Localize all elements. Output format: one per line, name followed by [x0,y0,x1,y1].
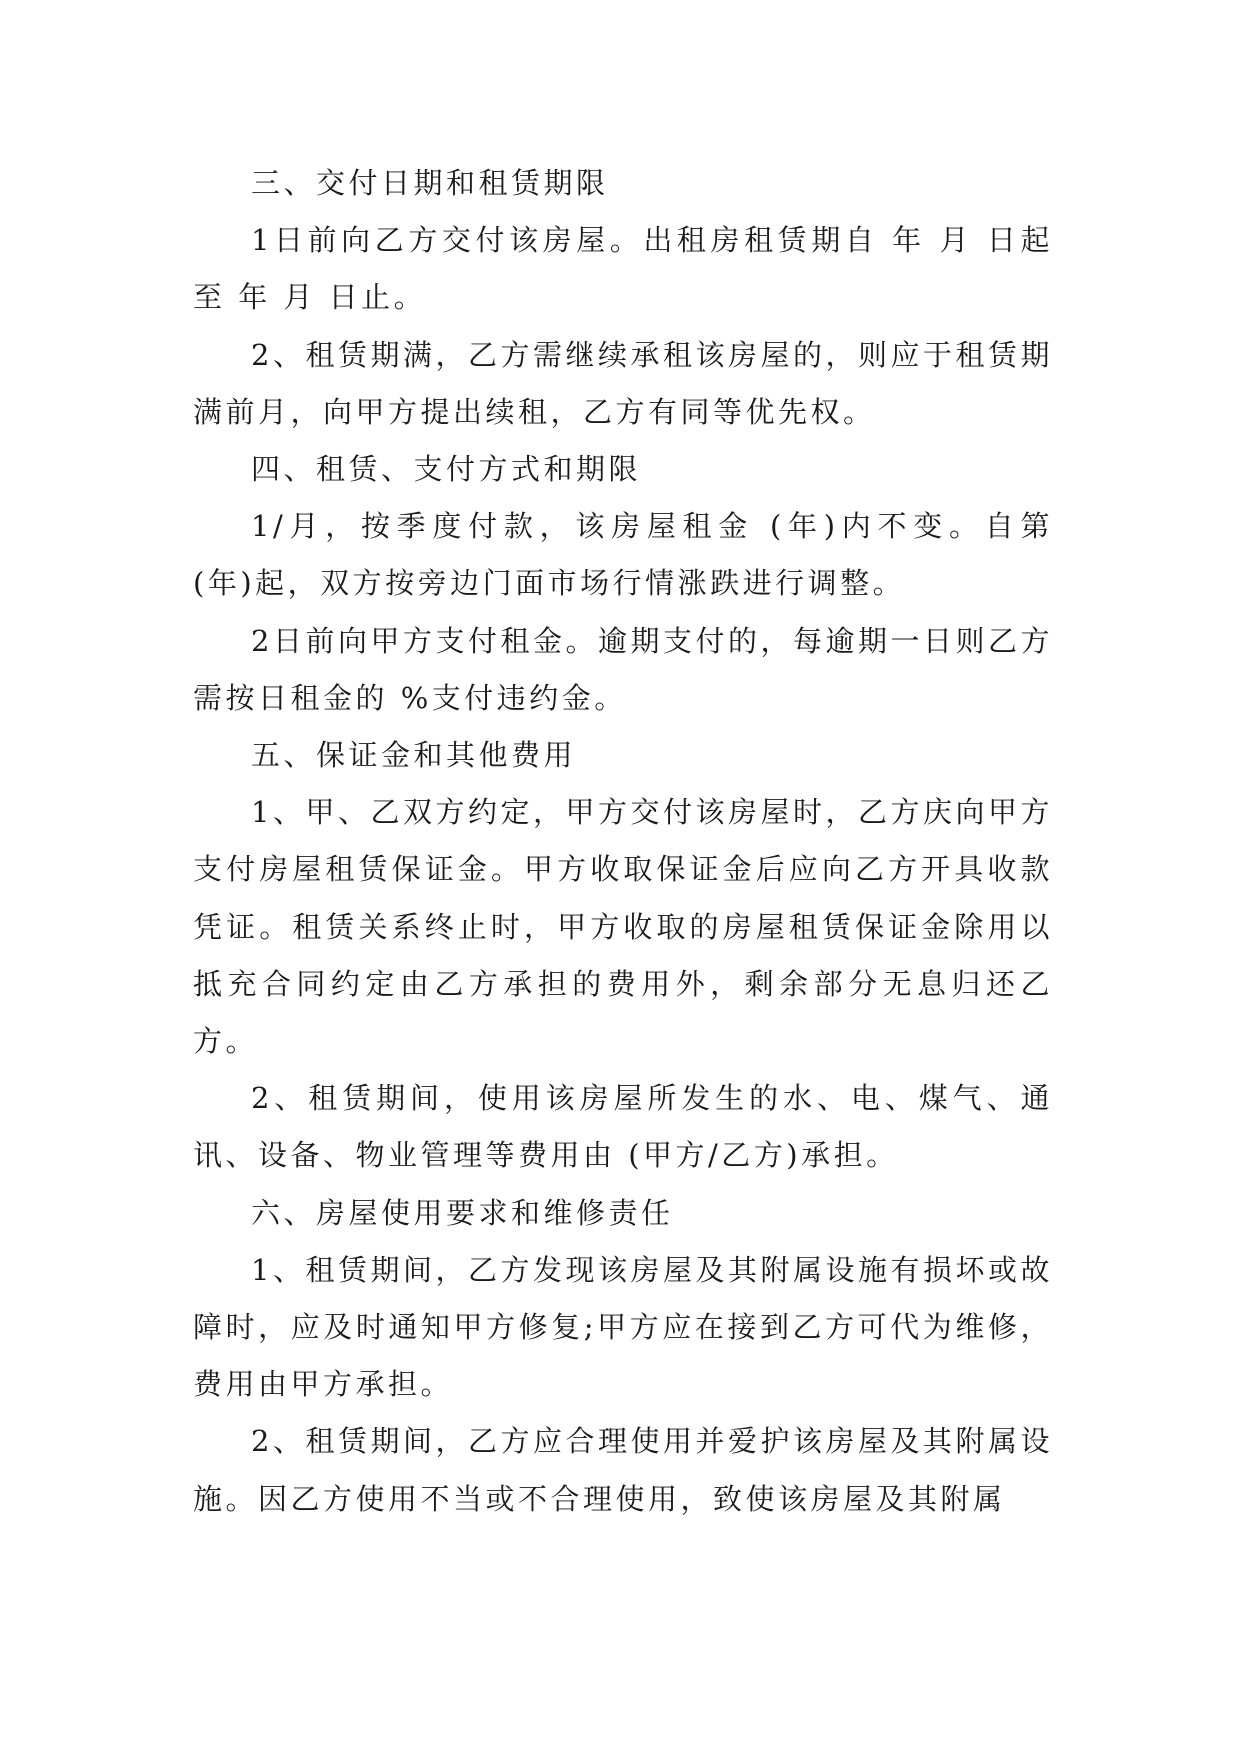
paragraph: 2、租赁期间，使用该房屋所发生的水、电、煤气、通讯、设备、物业管理等费用由 (甲方/乙方)承担。 [193,1081,1053,1173]
section-heading-payment: 四、租赁、支付方式和期限 [251,452,642,487]
section-heading-maintenance: 六、房屋使用要求和维修责任 [251,1195,674,1230]
paragraph: 1、甲、乙双方约定，甲方交付该房屋时，乙方庆向甲方支付房屋租赁保证金。甲方收取保证金后应向乙方开具收款凭证。租赁关系终止时，甲方收取的房屋租赁保证金除用以抵充合同约定由乙方承担的费用外，剩余部分无息归还乙方。 [193,795,1053,1059]
paragraph: 2日前向甲方支付租金。逾期支付的，每逾期一日则乙方需按日租金的 %支付违约金。 [193,623,1053,715]
section-heading-delivery: 三、交付日期和租赁期限 [251,166,609,200]
paragraph: 1/月，按季度付款，该房屋租金 (年)内不变。自第 (年)起，双方按旁边门面市场行情涨跌进行调整。 [193,509,1053,601]
section-heading-deposit: 五、保证金和其他费用 [251,738,577,773]
paragraph: 1、租赁期间，乙方发现该房屋及其附属设施有损坏或故障时，应及时通知甲方修复;甲方应在接到乙方可代为维修，费用由甲方承担。 [193,1252,1053,1402]
paragraph: 1日前向乙方交付该房屋。出租房租赁期自 年 月 日起至 年 月 日止。 [193,223,1053,315]
document-body [193,155,1053,1528]
paragraph: 2、租赁期间，乙方应合理使用并爱护该房屋及其附属设施。因乙方使用不当或不合理使用，致使该房屋及其附属 [193,1424,1053,1516]
paragraph: 2、租赁期满，乙方需继续承租该房屋的，则应于租赁期满前月，向甲方提出续租，乙方有同等优先权。 [193,337,1053,429]
